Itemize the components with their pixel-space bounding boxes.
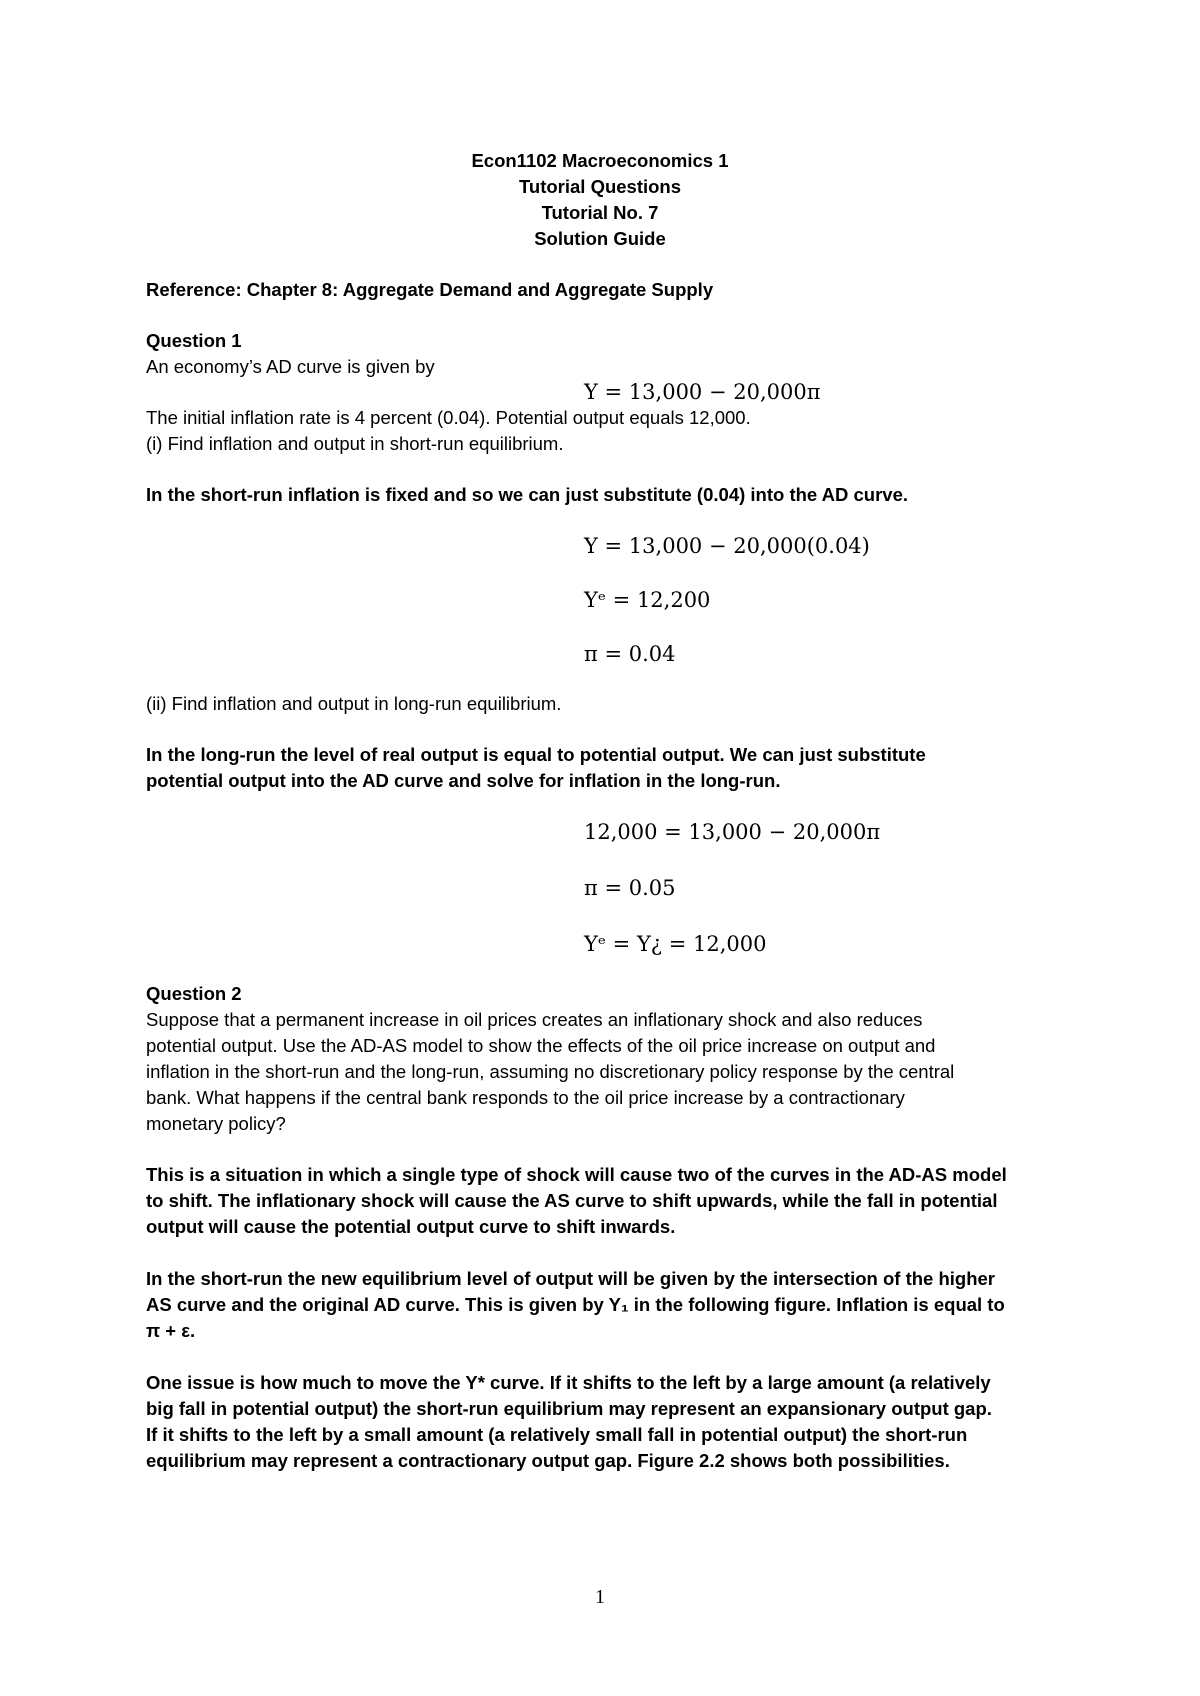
answer-part-ii-line-1: In the long-run the level of real output is equal to potential output. We can just substitute [146, 744, 926, 765]
equation-i-1: Y = 13,000 − 20,000(0.04) [584, 534, 870, 558]
answer-2-para-3-line: If it shifts to the left by a small amount (a relatively small fall in potential output) the short-run [146, 1424, 968, 1445]
question-1-intro: An economy’s AD curve is given by [146, 356, 435, 377]
question-1-part-ii: (ii) Find inflation and output in long-run equilibrium. [146, 693, 562, 714]
document-subtitle: Tutorial Questions [518, 176, 682, 197]
answer-part-i: In the short-run inflation is fixed and so we can just substitute (0.04) into the AD curve. [146, 484, 909, 505]
question-2-line: potential output. Use the AD-AS model to show the effects of the oil price increase on output and [146, 1035, 936, 1056]
equation-ii-2: π = 0.05 [584, 876, 676, 900]
question-2-heading: Question 2 [146, 983, 242, 1004]
ad-curve-equation: Y = 13,000 − 20,000π [584, 380, 821, 404]
answer-part-ii-line-2: potential output into the AD curve and solve for inflation in the long-run. [146, 770, 781, 791]
tutorial-number: Tutorial No. 7 [541, 202, 659, 223]
reference-line: Reference: Chapter 8: Aggregate Demand and Aggregate Supply [146, 279, 714, 300]
answer-2-para-1-line: output will cause the potential output curve to shift inwards. [146, 1216, 676, 1237]
equation-i-3: π = 0.04 [584, 642, 676, 666]
answer-2-para-3-line: big fall in potential output) the short-run equilibrium may represent an expansionary output gap. [146, 1398, 992, 1419]
question-2-line: monetary policy? [146, 1113, 286, 1134]
equation-ii-3: Yᵉ = Y¿ = 12,000 [584, 932, 767, 956]
answer-2-para-1-line: This is a situation in which a single type of shock will cause two of the curves in the AD-AS model [146, 1164, 1007, 1185]
course-title: Econ1102 Macroeconomics 1 [471, 150, 729, 171]
answer-2-para-3-line: One issue is how much to move the Y* curve. If it shifts to the left by a large amount (a relatively [146, 1372, 991, 1393]
question-2-line: Suppose that a permanent increase in oil prices creates an inflationary shock and also reduces [146, 1009, 923, 1030]
question-1-given: The initial inflation rate is 4 percent (0.04). Potential output equals 12,000. [146, 407, 751, 428]
solution-guide-label: Solution Guide [534, 228, 666, 249]
page-number: 1 [595, 1586, 605, 1608]
question-2-line: inflation in the short-run and the long-run, assuming no discretionary policy response by the central [146, 1061, 955, 1082]
answer-2-para-2-line: In the short-run the new equilibrium level of output will be given by the intersection of the higher [146, 1268, 995, 1289]
question-1-heading: Question 1 [146, 330, 242, 351]
equation-ii-1: 12,000 = 13,000 − 20,000π [584, 820, 881, 844]
question-2-line: bank. What happens if the central bank responds to the oil price increase by a contractionary [146, 1087, 905, 1108]
answer-2-para-1-line: to shift. The inflationary shock will cause the AS curve to shift upwards, while the fall in potential [146, 1190, 998, 1211]
answer-2-para-2-line: AS curve and the original AD curve. This is given by Y₁ in the following figure. Inflation is equal to [146, 1294, 1005, 1315]
answer-2-para-3-line: equilibrium may represent a contractionary output gap. Figure 2.2 shows both possibilities. [146, 1450, 950, 1471]
answer-2-para-2-line: π + ε. [146, 1320, 196, 1341]
question-1-part-i: (i) Find inflation and output in short-run equilibrium. [146, 433, 564, 454]
equation-i-2: Yᵉ = 12,200 [584, 588, 711, 612]
